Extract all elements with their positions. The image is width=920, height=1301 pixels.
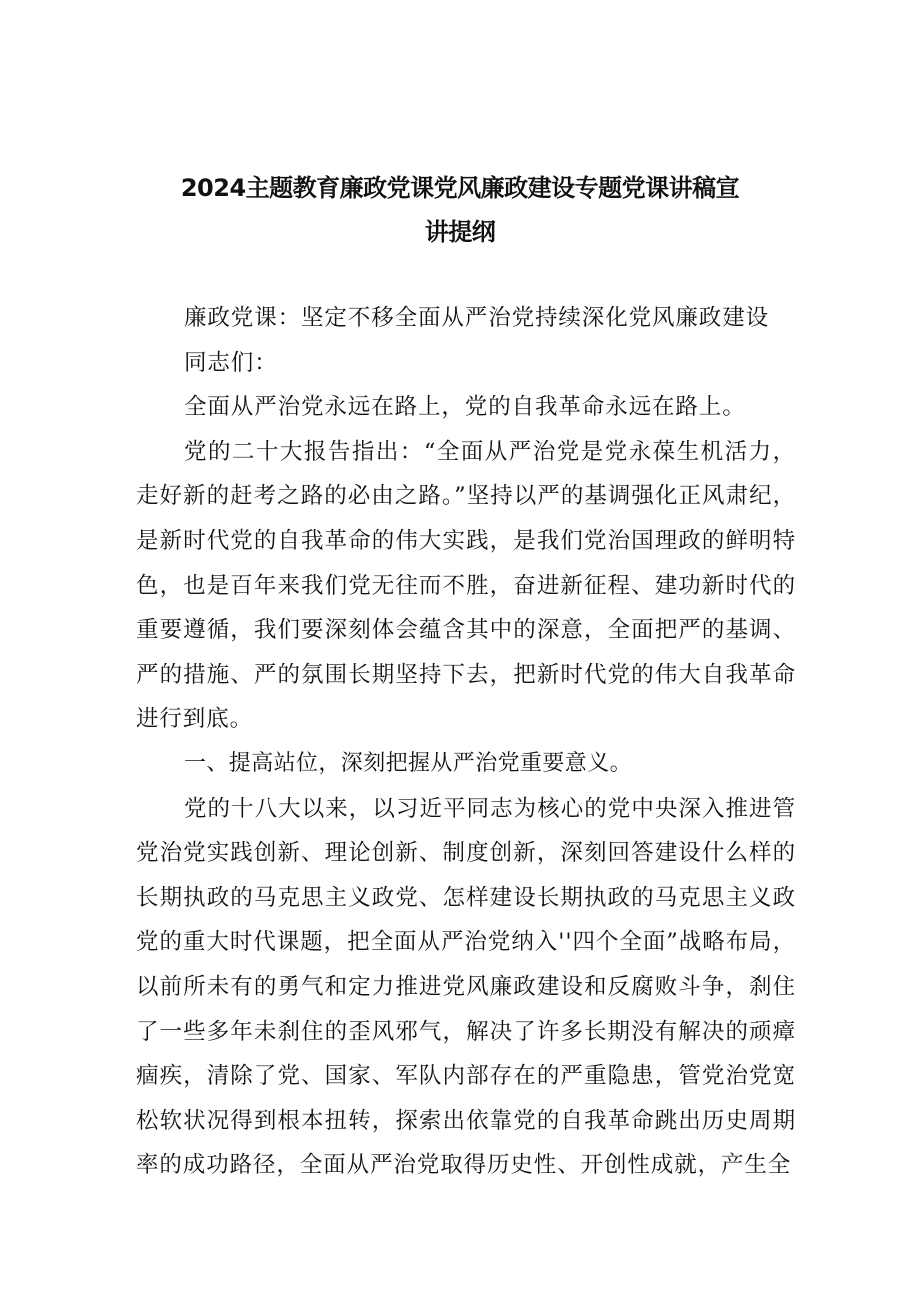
document-body xyxy=(136,296,796,1188)
lecture-subtitle: 廉政党课：坚定不移全面从严治党持续深化党风廉政建设 xyxy=(184,305,770,331)
paragraph-2: 党的二十大报告指出：“全面从严治党是党永葆生机活力，走好新的赶考之路的必由之路。”坚持以严的基调强化正风肃纪，是新时代党的自我革命的伟大实践，是我们党治国理政的鲜明特色，也是百年来我们党无往而不胜，奋进新征程、建功新时代的重要遵循，我们要深刻体会蕴含其中的深意，全面把严的基调、严的措施、严的氛围长期坚持下去，把新时代党的伟大自我革命进行到底。 xyxy=(136,438,796,733)
paragraph-3: 党的十八大以来，以习近平同志为核心的党中央深入推进管党治党实践创新、理论创新、制度创新，深刻回答建设什么样的长期执政的马克思主义政党、怎样建设长期执政的马克思主义政党的重大时代课题，把全面从严治党纳入''四个全面”战略布局，以前所未有的勇气和定力推进党风廉政建设和反腐败斗争，刹住了一些多年未刹住的歪风邪气，解决了许多长期没有解决的顽瘴痼疾，清除了党、国家、军队内部存在的严重隐患，管党治党宽松软状况得到根本扭转，探索出依靠党的自我革命跳出历史周期率的成功路径，全面从严治党取得历史性、开创性成就，产生全 xyxy=(136,795,796,1179)
section-heading-1: 一、提高站位，深刻把握从严治党重要意义。 xyxy=(184,750,633,776)
document-title-line-2: 讲提纲 xyxy=(424,218,496,246)
paragraph-1: 全面从严治党永远在路上，党的自我革命永远在路上。 xyxy=(184,394,746,421)
salutation: 同志们： xyxy=(184,349,278,376)
document-title-line-1: 2024主题教育廉政党课党风廉政建设专题党课讲稿宣 xyxy=(180,174,740,202)
